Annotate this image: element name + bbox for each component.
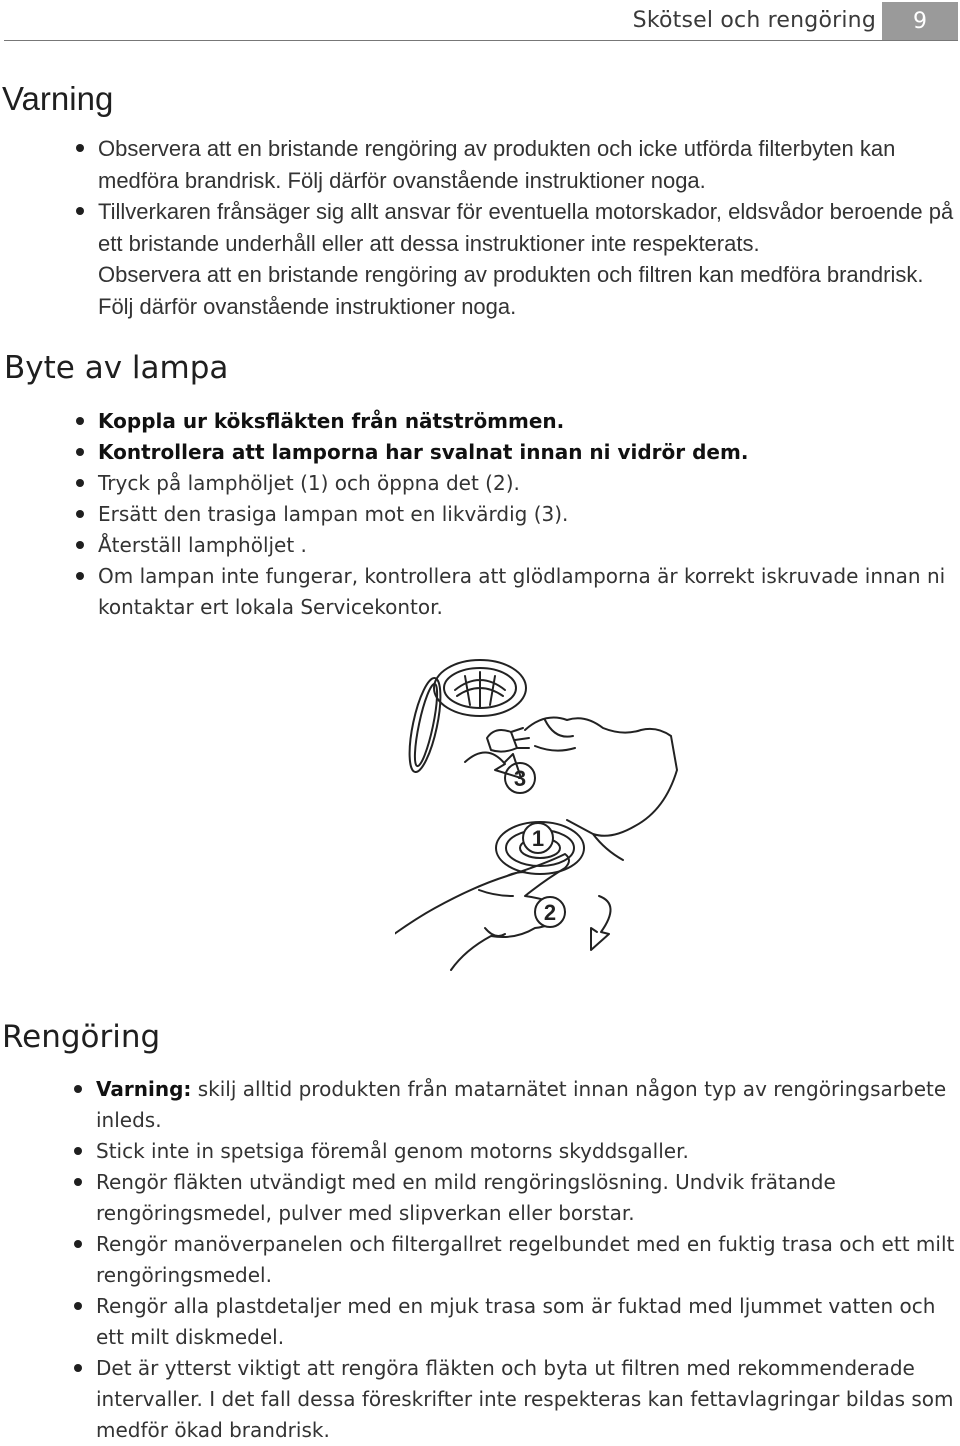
heading-byte-av-lampa: Byte av lampa xyxy=(4,350,229,386)
section-title: Skötsel och rengöring xyxy=(632,8,876,33)
warning-label: Varning: xyxy=(96,1077,192,1101)
lampa-steps-list xyxy=(74,406,954,623)
list-item: Återställ lamphöljet . xyxy=(74,530,954,561)
varning-list xyxy=(74,133,954,322)
callout-3-label: 3 xyxy=(513,766,527,791)
lamp-replacement-illustration xyxy=(395,650,685,1000)
rotate-arrow-2-icon xyxy=(591,896,611,950)
heading-varning: Varning xyxy=(2,80,114,117)
list-item: Om lampan inte fungerar, kontrollera att glödlamporna är korrekt iskruvade innan ni kontaktar ert lokala Servicekontor. xyxy=(74,561,954,623)
rengoring-list xyxy=(72,1074,957,1446)
list-item: Tryck på lamphöljet (1) och öppna det (2). xyxy=(74,468,954,499)
warning-text: skilj alltid produkten från matarnätet innan någon typ av rengöringsarbete inleds. xyxy=(96,1077,947,1132)
page-header xyxy=(0,0,960,44)
heading-rengoring: Rengöring xyxy=(2,1019,161,1055)
list-item: Rengör manöverpanelen och filtergallret regelbundet med en fuktig trasa och ett milt rengöringsmedel. xyxy=(72,1229,957,1291)
header-divider xyxy=(4,40,958,41)
list-item: Kontrollera att lamporna har svalnat innan ni vidrör dem. xyxy=(74,437,954,468)
list-item: Stick inte in spetsiga föremål genom motorns skyddsgaller. xyxy=(72,1136,957,1167)
list-item: Rengör fläkten utvändigt med en mild rengöringslösning. Undvik frätande rengöringsmedel, pulver med slipverkan eller borstar. xyxy=(72,1167,957,1229)
page-number: 9 xyxy=(882,2,958,40)
callout-2-label: 2 xyxy=(543,900,557,925)
list-item-warning xyxy=(72,1074,957,1136)
lamp-cover-icon xyxy=(403,660,526,774)
varning-note: Observera att en bristande rengöring av produkten och filtren kan medföra brandrisk. Följ därför ovanstående instruktioner noga. xyxy=(98,262,924,319)
list-item: Ersätt den trasiga lampan mot en likvärdig (3). xyxy=(74,499,954,530)
callout-1-label: 1 xyxy=(531,826,545,851)
bulb-icon xyxy=(487,728,529,752)
list-item: Observera att en bristande rengöring av produkten och icke utförda filterbyten kan medföra brandrisk. Följ därför ovanstående instruktioner noga. xyxy=(74,133,954,196)
list-item: Tillverkaren frånsäger sig allt ansvar för eventuella motorskador, eldsvådor beroende på ett bristande underhåll eller att dessa instruktioner inte respekterats. xyxy=(74,196,954,259)
list-item: Koppla ur köksfläkten från nätströmmen. xyxy=(74,406,954,437)
list-item: Det är ytterst viktigt att rengöra fläkten och byta ut filtren med rekommenderade intervaller. I det fall dessa föreskrifter inte respekteras kan fettavlagringar bildas som medför ökad brandrisk. xyxy=(72,1353,957,1446)
list-item: Rengör alla plastdetaljer med en mjuk trasa som är fuktad med ljummet vatten och ett milt diskmedel. xyxy=(72,1291,957,1353)
